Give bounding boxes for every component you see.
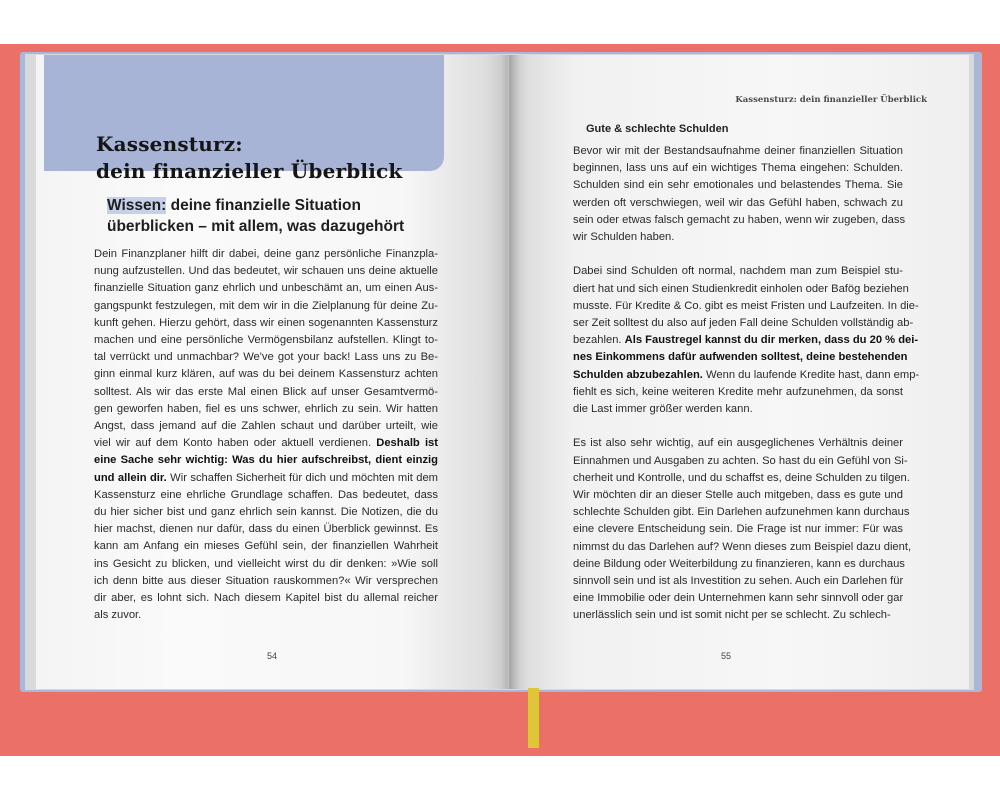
body-line <box>573 332 919 349</box>
body-line <box>573 160 903 177</box>
body-line <box>94 538 438 555</box>
body-line <box>573 453 908 470</box>
body-text: kunft gehen. Hierzu gehört, dass wir einen sogenannten Kassensturz <box>94 316 438 329</box>
body-line <box>94 504 438 521</box>
body-text: ginn einmal kurz klären, auf was du bei deinem Kassensturz achten <box>94 368 438 381</box>
body-text: sinnvoll sein und ist als Investition zu sehen. Auch ein Darlehen für <box>573 575 904 588</box>
bold-text: eine Sache sehr wichtig: Was du hier aufschreibst, dient einzig <box>94 454 438 467</box>
body-text: finanzielle Situation ganz ehrlich und unbeschämt an, um einen Aus- <box>94 282 438 295</box>
body-text: schlechte Schulden gibt. Ein Darlehen aufzunehmen kann durchaus <box>573 506 910 519</box>
body-text: deine Bildung oder Weiterbildung zu finanzieren, kann es durchaus <box>573 557 905 570</box>
body-text: ich denn bitte aus dieser Situation rauskommen?« Wir versprechen <box>94 574 438 587</box>
body-line <box>573 504 910 521</box>
body-line <box>573 315 914 332</box>
body-line <box>94 349 438 366</box>
body-text: Wir schaffen Sicherheit für dich und möchten mit dem <box>166 471 439 484</box>
body-text: ser Zeit solltest du also auf jeden Fall deine Schulden vollständig ab- <box>573 317 914 330</box>
section-heading-line-2: überblicken – mit allem, was dazugehört <box>107 218 405 235</box>
body-text: Angst, dass jemand auf die Zahlen schaut und darüber urteilt, wie <box>94 420 438 433</box>
body-line <box>573 281 909 298</box>
body-text: gen geworfen haben, fiel es uns schwer, ehrlich zu sein. Wir hatten <box>94 402 438 415</box>
body-text: unerlässlich sein und ist somit nicht per se schlecht. Zu schlech- <box>573 609 891 622</box>
bookmark-ribbon[interactable] <box>528 688 539 748</box>
body-line <box>573 384 903 401</box>
body-text: fiehlt es sich, keine weiteren Kredite mehr aufzunehmen, da sonst <box>573 385 903 398</box>
body-text: Wir möchten dir an dieser Stelle auch mitgeben, dass es gute und <box>573 489 903 502</box>
body-line <box>573 177 903 194</box>
right-page <box>509 55 969 689</box>
body-text: machen und eine persönliche Vermögensbilanz aufstellen. Klingt to- <box>94 334 438 347</box>
body-line <box>573 229 903 246</box>
body-line <box>94 573 438 590</box>
body-text: Einnahmen und Ausgaben zu achten. So hast du ein Gefühl von Si- <box>573 454 908 467</box>
body-text: kann am Anfang ein mieses Gefühl sein, der finanziellen Wahrheit <box>94 540 438 553</box>
body-line <box>573 212 906 229</box>
body-text: ins Gesicht zu blicken, und vielleicht wirst du dir denken: »Wie soll <box>94 557 438 570</box>
body-text: nimmst du das Darlehen auf? Wenn dieses zum Beispiel dazu dient, <box>573 540 912 553</box>
body-text: Schulden sind ein sehr emotionales und belastendes Thema. Sie <box>573 179 903 192</box>
body-line <box>573 556 903 573</box>
body-line <box>94 332 438 349</box>
page-number-right: 55 <box>721 651 732 661</box>
body-line <box>94 298 438 315</box>
body-text: hier machst, dienen nur dafür, dass du einen Überblick gewinnst. Es <box>94 523 438 536</box>
body-text: Es ist also sehr wichtig, auf ein ausgeglichenes Verhältnis deiner <box>573 437 903 450</box>
body-line <box>94 366 438 383</box>
running-header: Kassensturz: dein finanzieller Überblick <box>735 95 927 105</box>
body-line <box>573 367 920 384</box>
body-text: nung aufzustellen. Und das bedeutet, wir schauen uns deine aktuelle <box>94 265 438 278</box>
body-line <box>573 435 903 452</box>
section-heading <box>107 195 404 237</box>
bold-text: Deshalb ist <box>376 437 438 450</box>
body-line <box>573 470 910 487</box>
body-line <box>94 246 438 263</box>
body-line <box>573 401 903 418</box>
sub-heading: Gute & schlechte Schulden <box>586 123 729 135</box>
bold-text: Schulden abzubezahlen. <box>573 368 703 381</box>
body-line <box>94 521 438 538</box>
body-text: dir aber, es lohnt sich. Nach diesem Kapitel bist du allemal reicher <box>94 592 438 605</box>
body-line <box>94 556 438 573</box>
body-text: viel wir auf dem Konto haben oder aktuell verdienen. <box>94 437 377 450</box>
body-line <box>94 590 438 607</box>
body-text: gangspunkt festzulegen, mit dem wir in die Zielplanung für deine Zu- <box>94 299 438 312</box>
body-line <box>94 452 438 469</box>
body-text: Bevor wir mit der Bestandsaufnahme deiner finanziellen Situation <box>573 145 903 157</box>
section-heading-rest: deine finanzielle Situation <box>166 197 361 214</box>
page-number-left: 54 <box>267 651 278 661</box>
body-line <box>94 315 438 332</box>
gutter-shadow <box>500 55 520 689</box>
body-line <box>94 280 438 297</box>
body-text: eine clevere Entscheidung sein. Die Frage ist nur immer: Für was <box>573 523 903 536</box>
bold-text: und allein dir. <box>94 471 167 484</box>
body-text: wir Schulden haben. <box>573 231 675 244</box>
body-text: bezahlen. <box>573 334 625 347</box>
body-text: beginnen, lass uns auf ein wichtiges Thema eingehen: Schulden. <box>573 162 903 175</box>
body-line <box>573 143 903 160</box>
body-line <box>94 607 438 624</box>
body-text: diert hat und sich einen Studienkredit einholen oder Bafög beziehen <box>573 282 909 295</box>
body-line <box>573 298 919 315</box>
body-text: cherheit und Kontrolle, und du schaffst es, deine Schulden zu tilgen. <box>573 471 910 484</box>
body-line <box>94 263 438 280</box>
body-text: als zuvor. <box>94 609 142 622</box>
body-text: sein oder etwas falsch gemacht zu haben, wenn wir zugeben, dass <box>573 213 906 226</box>
body-text: die Last immer größer werden kann. <box>573 403 753 416</box>
body-line <box>573 590 903 607</box>
body-text: Dabei sind Schulden oft normal, nachdem man zum Beispiel stu- <box>573 265 903 278</box>
body-line <box>573 607 903 624</box>
chapter-title-line-2: dein finanzieller Überblick <box>96 159 403 183</box>
body-text: Kassensturz eine ehrliche Grundlage schaffen. Das bedeutet, dass <box>94 488 438 501</box>
paragraph-gap <box>573 418 903 435</box>
body-line <box>573 263 903 280</box>
body-line <box>573 539 912 556</box>
body-text: werden oft verschwiegen, weil wir das Gefühl haben, schwach zu <box>573 196 903 209</box>
body-text: tal verrückt und unmachbar? We've got your back! Lass uns zu Be- <box>94 351 438 364</box>
body-text: solltest. Als wir das erste Mal einen Blick auf unser Gesamtvermö- <box>94 385 438 398</box>
right-body-text <box>573 143 920 625</box>
section-heading-highlight: Wissen: <box>107 197 167 214</box>
body-line <box>94 435 438 452</box>
chapter-title <box>96 131 402 185</box>
body-text: du hier sicher bist und ganz ehrlich sein kannst. Die Notizen, die du <box>94 506 438 519</box>
left-page <box>36 55 508 689</box>
left-body-text <box>94 246 438 624</box>
bold-text: Als Faustregel kannst du dir merken, dass du 20 % dei- <box>624 334 919 347</box>
body-line <box>94 487 438 504</box>
body-line <box>94 384 438 401</box>
body-line <box>573 521 903 538</box>
bold-text: nes Einkommens dafür aufwenden solltest, deine bestehenden <box>573 351 908 364</box>
body-line <box>573 195 903 212</box>
body-line <box>94 418 438 435</box>
body-text: musste. Für Kredite & Co. gibt es meist Fristen und Laufzeiten. In die- <box>573 299 919 312</box>
body-line <box>94 470 438 487</box>
chapter-title-line-1: Kassensturz: <box>96 132 243 156</box>
body-text: Dein Finanzplaner hilft dir dabei, deine ganz persönliche Finanzpla- <box>94 248 438 260</box>
body-line <box>573 349 908 366</box>
body-text: Wenn du laufende Kredite hast, dann emp- <box>702 368 920 381</box>
body-line <box>94 401 438 418</box>
paragraph-gap <box>573 246 903 263</box>
body-line <box>573 487 903 504</box>
body-line <box>573 573 903 590</box>
body-text: eine Immobilie oder dein Unternehmen kann sehr sinnvoll oder gar <box>573 592 904 605</box>
